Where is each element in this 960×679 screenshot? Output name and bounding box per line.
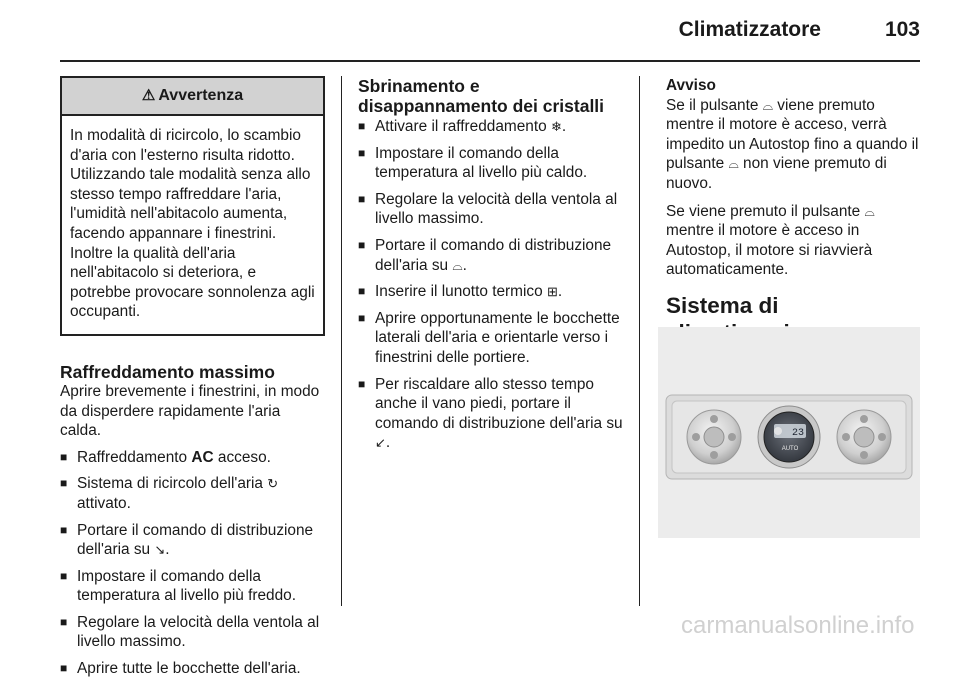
windshield-defrost-icon: ⌓: [864, 203, 875, 219]
warning-triangle-icon: ⚠: [141, 87, 156, 104]
max-cooling-heading: Raffreddamento massimo: [60, 361, 275, 382]
display-auto-label: AUTO: [781, 446, 799, 452]
max-cooling-list: [60, 448, 325, 679]
column-divider: [341, 76, 342, 606]
list-item: ■ Regolare la velocità della ventola al livello massimo.: [358, 190, 624, 229]
page-number: 103: [884, 18, 920, 41]
right-knob: [837, 410, 891, 464]
air-feet-windshield-icon: ↙: [375, 435, 386, 451]
note-heading: Avviso: [666, 77, 716, 94]
list-item: ■ Impostare il comando della temperatura al livello più caldo.: [358, 144, 624, 183]
windshield-defrost-icon: ⌓: [728, 156, 739, 172]
defrost-list: [358, 117, 624, 453]
warning-title: Avvertenza: [158, 87, 244, 104]
list-item: ■ Per riscaldare allo stesso tempo anche il vano piedi, portare il comando di distribuzione dell'aria su ↙.: [358, 375, 624, 453]
max-cooling-section: [60, 362, 325, 679]
list-item: ■ Portare il comando di distribuzione dell'aria su ↘.: [60, 521, 325, 560]
list-item: ■ Portare il comando di distribuzione dell'aria su ⌓.: [358, 236, 624, 275]
list-item: ■ Attivare il raffreddamento ❄.: [358, 117, 624, 137]
max-cooling-intro: Aprire brevemente i finestrini, in modo da disperdere rapidamente l'aria calda.: [60, 382, 320, 440]
list-item: ■ Inserire il lunotto termico ⊞.: [358, 282, 624, 302]
list-item: ■ Impostare il comando della temperatura al livello più freddo.: [60, 567, 325, 606]
header-title: Climatizzatore: [678, 18, 821, 41]
climate-control-panel: [658, 327, 920, 538]
defrost-heading: Sbrinamento e disappannamento dei cristalli: [358, 76, 605, 116]
list-item: ■ Raffreddamento AC acceso.: [60, 448, 325, 468]
rear-window-heater-icon: ⊞: [546, 284, 558, 300]
column-left: [60, 76, 325, 679]
header-rule: [60, 60, 920, 62]
warning-header: [62, 78, 323, 116]
column-divider: [639, 76, 640, 606]
list-item: ■ Aprire opportunamente le bocchette laterali dell'aria e orientarle verso i finestrini delle portiere.: [358, 309, 624, 368]
windshield-defrost-icon: ⌓: [452, 257, 463, 273]
recirculation-icon: ↻: [267, 476, 279, 492]
note-paragraph: Se il pulsante ⌓ viene premuto mentre il motore è acceso, verrà impedito un Autostop fino a quando il pulsante ⌓ non viene premuto di nuovo.: [666, 96, 919, 192]
climate-panel-image: [658, 327, 920, 538]
list-item: ■ Sistema di ricircolo dell'aria ↻ attivato.: [60, 474, 325, 513]
note-paragraph: Se viene premuto il pulsante ⌓ mentre il motore è acceso in Autostop, il motore si riavvierà automaticamente.: [666, 202, 875, 279]
section-heading: Sistema di: [666, 292, 779, 318]
windshield-defrost-icon: ⌓: [762, 97, 773, 113]
display-temperature: 23: [791, 428, 805, 439]
center-display-knob: [758, 406, 820, 468]
air-face-icon: ↘: [154, 542, 166, 558]
warning-text: In modalità di ricircolo, lo scambio d'aria con l'esterno risulta ridotto. Utilizzando tale modalità senza allo stesso tempo raffreddare l'aria, l'umidità nell'abitacolo aumenta, facendo appannare i finestrini. Inoltre la qualità dell'aria nell'abitacolo si deteriora, e potrebbe provocare sonnolenza agli occupanti.: [70, 127, 315, 321]
list-item: ■ Regolare la velocità della ventola al livello massimo.: [60, 613, 325, 652]
warning-box: [60, 76, 325, 336]
snowflake-icon: ❄: [550, 119, 562, 134]
left-knob: [687, 410, 741, 464]
column-middle: [358, 76, 624, 453]
list-item: ■ Aprire tutte le bocchette dell'aria.: [60, 659, 325, 679]
watermark: carmanualsonline.info: [681, 612, 915, 639]
